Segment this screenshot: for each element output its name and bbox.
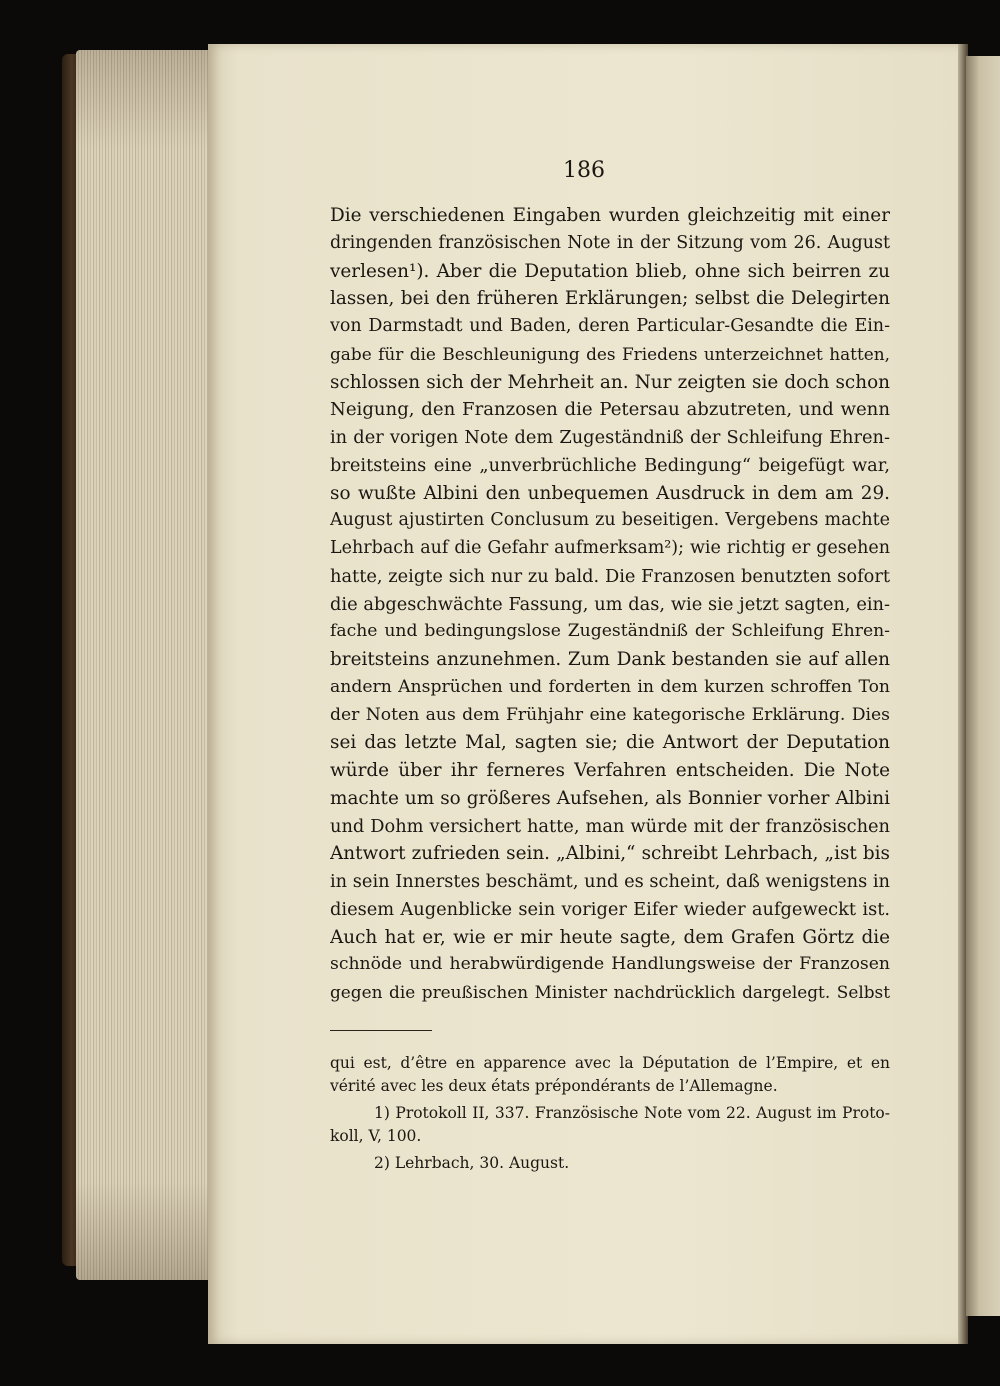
footnote-2: 2) Lehrbach, 30. August. bbox=[374, 1154, 570, 1172]
footnote-divider bbox=[330, 1030, 432, 1031]
body-line: sei das letzte Mal, sagten sie; die Antwort der Deputation bbox=[330, 732, 890, 754]
footnote-1-continuation: koll, V, 100. bbox=[330, 1127, 422, 1145]
body-line: und Dohm versichert hatte, man würde mit der französischen bbox=[330, 815, 890, 837]
body-line: breitsteins anzunehmen. Zum Dank bestanden sie auf allen bbox=[330, 649, 890, 670]
body-line: lassen, bei den früheren Erklärungen; selbst die Delegirten bbox=[330, 288, 890, 310]
footnotes bbox=[330, 1052, 890, 1175]
body-line: fache und bedingungslose Zugeständniß der Schleifung Ehren- bbox=[330, 621, 890, 642]
body-line: der Noten aus dem Frühjahr eine kategorische Erklärung. Dies bbox=[330, 704, 890, 725]
body-line: Antwort zufrieden sein. „Albini,“ schreibt Lehrbach, „ist bis bbox=[330, 843, 890, 865]
body-text bbox=[330, 202, 890, 1007]
body-line: August ajustirten Conclusum zu beseitigen. Vergebens machte bbox=[330, 510, 890, 531]
body-line: die abgeschwächte Fassung, um das, wie sie jetzt sagten, ein- bbox=[330, 593, 890, 615]
body-line: Lehrbach auf die Gefahr aufmerksam²); wie richtig er gesehen bbox=[330, 538, 890, 558]
page-number: 186 bbox=[563, 158, 605, 183]
body-line: Neigung, den Franzosen die Petersau abzutreten, und wenn bbox=[330, 399, 890, 421]
page-stack-shadow bbox=[76, 50, 214, 1280]
facing-page-edge bbox=[966, 56, 1000, 1316]
body-line: in der vorigen Note dem Zugeständniß der Schleifung Ehren- bbox=[330, 427, 890, 448]
footnote-continuation-line: vérité avec les deux états prépondérants de l’Allemagne. bbox=[330, 1077, 778, 1095]
body-line: verlesen¹). Aber die Deputation blieb, ohne sich beirren zu bbox=[330, 260, 890, 282]
footnote-continuation-line: qui est, d’être en apparence avec la Députation de l’Empire, et en bbox=[330, 1054, 890, 1072]
footnote-1: 1) Protokoll II, 337. Französische Note vom 22. August im Proto- bbox=[374, 1104, 890, 1122]
body-line: diesem Augenblicke sein voriger Eifer wieder aufgeweckt ist. bbox=[330, 898, 890, 920]
body-line: in sein Innerstes beschämt, und es scheint, daß wenigstens in bbox=[330, 871, 890, 892]
body-line: von Darmstadt und Baden, deren Particular-Gesandte die Ein- bbox=[330, 316, 890, 336]
body-line: andern Ansprüchen und forderten in dem kurzen schroffen Ton bbox=[330, 676, 890, 697]
body-line: gegen die preußischen Minister nachdrücklich dargelegt. Selbst bbox=[330, 982, 890, 1002]
body-line: schlossen sich der Mehrheit an. Nur zeigten sie doch schon bbox=[330, 371, 890, 393]
body-line: schnöde und herabwürdigende Handlungsweise der Franzosen bbox=[330, 954, 890, 975]
body-line: Auch hat er, wie er mir heute sagte, dem Grafen Görtz die bbox=[330, 926, 890, 948]
body-line: hatte, zeigte sich nur zu bald. Die Franzosen benutzten sofort bbox=[330, 565, 890, 587]
body-line: dringenden französischen Note in der Sitzung vom 26. August bbox=[330, 232, 890, 253]
body-line: breitsteins eine „unverbrüchliche Bedingung“ beigefügt war, bbox=[330, 454, 890, 476]
body-line: würde über ihr ferneres Verfahren entscheiden. Die Note bbox=[330, 760, 890, 781]
body-line: so wußte Albini den unbequemen Ausdruck in dem am 29. bbox=[330, 482, 890, 504]
body-line: gabe für die Beschleunigung des Friedens unterzeichnet hatten, bbox=[330, 343, 890, 364]
body-line: machte um so größeres Aufsehen, als Bonnier vorher Albini bbox=[330, 787, 890, 809]
body-line: Die verschiedenen Eingaben wurden gleichzeitig mit einer bbox=[330, 205, 890, 226]
